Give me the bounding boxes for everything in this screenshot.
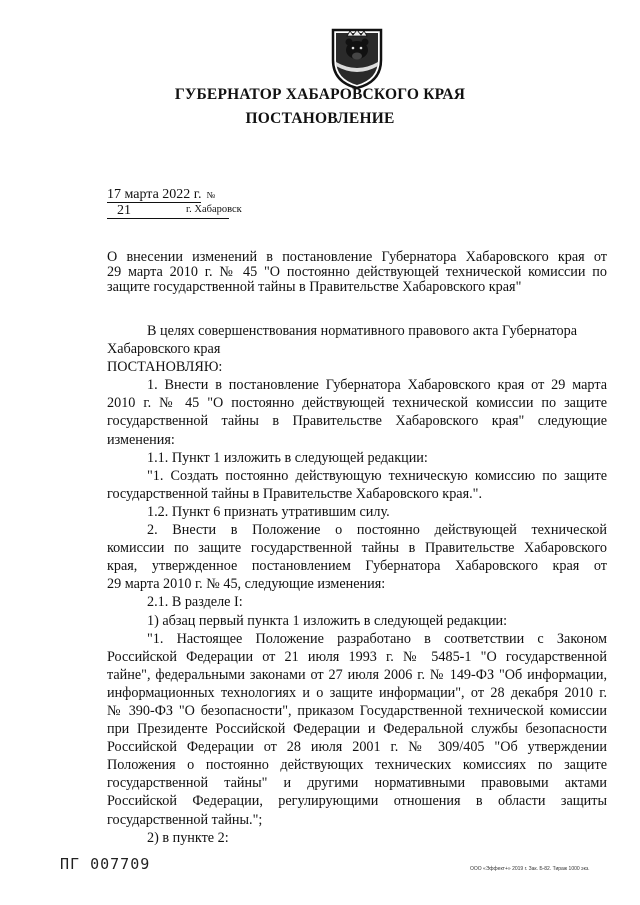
body-line: 29 марта 2010 г. № 45, следующие изменения: xyxy=(107,576,386,593)
printer-imprint: ООО «Эффект+» 2019 г. Зак. Б-82. Тираж 1000 экз. xyxy=(470,866,590,872)
coat-of-arms-icon xyxy=(329,26,385,90)
body-line: 2010 г. № 45 "О постоянно действующей технической комиссии по защите xyxy=(107,395,607,412)
document-date: 17 марта 2022 г. xyxy=(107,187,202,202)
body-line: "1. Настоящее Положение разработано в соответствии с Законом xyxy=(147,630,607,647)
body-line: Российской Федерации от 21 июля 1993 г. № 5485-1 "О государственной xyxy=(107,648,607,665)
document-body xyxy=(107,322,607,847)
number-sign: № xyxy=(206,190,216,200)
document-number: 21 xyxy=(107,204,229,219)
body-line: Российской Федерации от 28 июля 2001 г. № 309/405 "Об утверждении xyxy=(107,739,607,756)
body-line: Хабаровского края xyxy=(107,341,221,358)
body-line: № 390-ФЗ "О безопасности", приказом Государственной технической комиссии xyxy=(107,702,607,719)
body-line: государственной тайны" и другими нормативными правовыми актами xyxy=(107,775,607,792)
body-line: изменения: xyxy=(107,431,175,448)
subject-line: 29 марта 2010 г. № 45 "О постоянно действующей технической комиссии по xyxy=(107,264,607,281)
body-line: государственной тайны."; xyxy=(107,811,263,828)
body-line: государственной тайны в Правительстве Хабаровского края" следующие xyxy=(107,413,607,430)
body-line: государственной тайны в Правительстве Хабаровского края.". xyxy=(107,485,482,502)
body-line: ПОСТАНОВЛЯЮ: xyxy=(107,359,223,376)
body-line: В целях совершенствования нормативного правового акта Губернатора xyxy=(147,323,577,339)
document-subject xyxy=(107,250,607,296)
body-line: Российской Федерации, регулирующими отношения в области защиты xyxy=(107,793,607,810)
body-line: тайне", федеральными законами от 27 июля 2006 г. № 149-ФЗ "Об информации, xyxy=(107,666,607,683)
body-line: информационных технологиях и о защите информации", от 28 декабря 2010 г. xyxy=(107,684,607,701)
subject-line: защите государственной тайны в Правительстве Хабаровского края" xyxy=(107,279,522,296)
body-line: комиссии по защите государственной тайны в Правительстве Хабаровского xyxy=(107,540,607,557)
body-line: 1) абзац первый пункта 1 изложить в следующей редакции: xyxy=(147,612,508,629)
subject-line: О внесении изменений в постановление Губернатора Хабаровского края от xyxy=(107,249,607,265)
document-city: г. Хабаровск xyxy=(186,204,242,215)
body-line: "1. Создать постоянно действующую техническую комиссию по защите xyxy=(147,467,607,484)
body-line: 1.2. Пункт 6 признать утратившим силу. xyxy=(147,503,390,520)
body-line: 2) в пункте 2: xyxy=(147,829,229,846)
body-line: 1.1. Пункт 1 изложить в следующей редакции: xyxy=(147,449,428,466)
body-line: при Президенте Российской Федерации и Федеральной службы безопасности xyxy=(107,721,607,738)
body-line: 2. Внести в Положение о постоянно действующей технической xyxy=(147,522,607,539)
document-type: ПОСТАНОВЛЕНИЕ xyxy=(245,110,395,127)
body-line: 2.1. В разделе I: xyxy=(147,594,243,611)
issuer-title: ГУБЕРНАТОР ХАБАРОВСКОГО КРАЯ xyxy=(174,86,466,103)
body-line: 1. Внести в постановление Губернатора Хабаровского края от 29 марта xyxy=(147,377,607,394)
body-line: края, утвержденное постановлением Губернатора Хабаровского края от xyxy=(107,558,607,575)
body-line: Положения о постоянно действующих технических комиссиях по защите xyxy=(107,757,607,774)
form-serial-number: ПГ 007709 xyxy=(60,855,151,873)
